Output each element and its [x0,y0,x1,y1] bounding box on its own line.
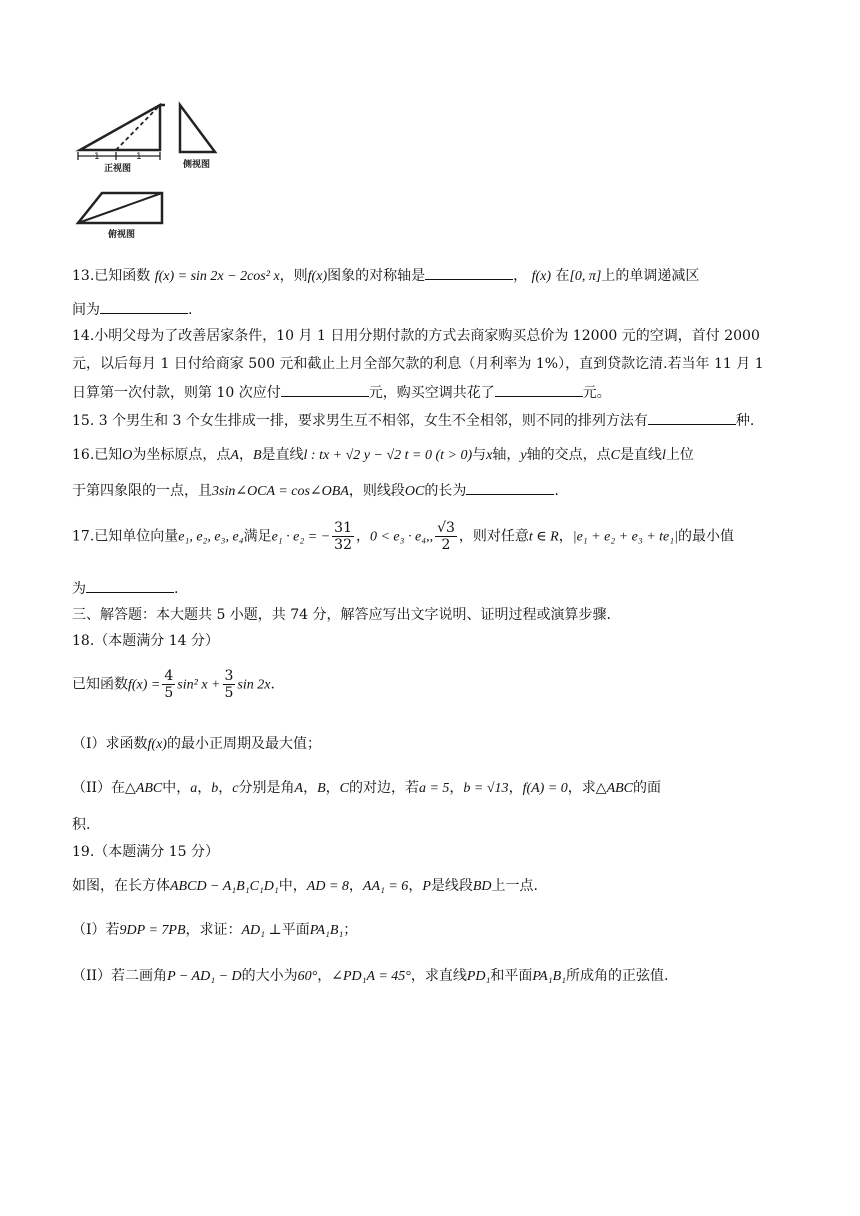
q13-text: 间为 [72,302,100,318]
q19-part2 [72,966,668,987]
q18-fraction-4-5 [162,668,175,701]
q19-text: 的大小为 [241,968,298,984]
q16-text: 与 [472,447,487,463]
q16-line-equation: l : tx + √2 y − √2 t = 0 (t > 0) [303,448,473,463]
q13-formula: f(x) = sin 2x − 2cos² x [154,269,280,284]
q16-text: 轴的交点，点 [526,447,611,463]
q19-text: ， [408,878,423,894]
q17-domain: t ∈ R [528,529,559,545]
q16-text: ，则线段 [348,483,405,499]
q18-formula: f(x) [147,737,167,752]
q13-text: 图象的对称轴是 [327,268,426,284]
q13-formula: f(x) [307,269,328,284]
q19-text: 中， [278,878,307,894]
q18-text: 的面 [633,780,662,796]
q18-stem [72,668,275,702]
q14-text: 元。 [582,385,611,401]
q16-text: 是直线 [261,447,304,463]
q14-answer-blank-1[interactable] [281,382,369,397]
q18-part2-line2: 积. [72,817,91,833]
q18-formula: sin 2x [237,677,271,693]
q13-line2 [72,299,192,320]
q13-text: 在 [555,268,570,284]
q16-text: 上位 [665,447,694,463]
q18-text: 分别是角 [238,780,295,796]
q18-condition: a = 5 [418,781,450,796]
q18-text: 已知函数 [72,676,128,693]
q19-dihedral: P − AD₁ − D [167,969,242,984]
q18-text: ， [303,780,318,796]
q19-formula: AD₁ ⊥ [241,923,282,938]
q19-text: ，求证： [185,922,242,938]
q18-var: b [211,781,219,796]
q18-var: C [339,781,349,796]
q18-text: 中， [162,780,191,796]
q14-text: 元，购买空调共花了 [368,385,495,401]
q17-text: 满足 [243,528,272,545]
q19-part1 [72,920,357,941]
q18-formula: f(x) = [128,677,161,693]
q14-line3 [72,382,611,403]
q17-norm: |e₁ + e₂ + e₃ + te₁| [572,529,678,545]
q16-var: A [230,448,239,463]
q17-text: 17.已知单位向量 [72,528,179,545]
q18-text: （II）在△ [72,780,136,796]
q19-header: 19.（本题满分 15 分） [72,844,219,860]
q19-var: BD [472,879,492,894]
q19-var: P [422,879,431,894]
q17-text: 的最小值 [678,528,734,545]
fraction-denominator: 2 [441,537,451,553]
fraction-numerator: √3 [437,520,455,536]
front-dimension-line [78,152,160,160]
q16-text: . [554,483,559,499]
q19-text: 平面 [281,922,310,938]
fraction-denominator: 5 [224,685,234,701]
q13-interval: [0, π] [569,269,602,284]
fraction-numerator: 31 [334,520,352,536]
q19-text: 是线段 [430,878,473,894]
q18-text: 的最小正周期及最大值； [166,736,321,752]
top-view-label: 俯视图 [108,230,136,240]
q18-var: a [190,781,198,796]
side-view-label: 侧视图 [183,160,211,170]
q18-text: . [270,676,275,693]
dim-left-label: 1 [94,152,100,162]
q17-line1 [72,520,734,554]
q18-condition: f(A) = 0 [522,781,568,796]
q18-header: 18.（本题满分 14 分） [72,633,219,649]
q16-text: 是直线 [619,447,662,463]
fraction-numerator: 3 [224,668,234,684]
q19-plane: PA₁B₁ [309,923,344,938]
q19-text: ， [348,878,363,894]
q18-text: ， [218,780,233,796]
q19-line: PD₁ [466,969,491,984]
q15-text: 15. 3 个男生和 3 个女生排成一排，要求男生互不相邻，女生不全相邻，则不同的排列方法有 [72,413,648,429]
q16-text: 于第四象限的一点，且 [72,483,212,499]
q13-answer-blank-1[interactable] [425,265,513,280]
q19-text: ，求直线 [410,968,467,984]
q18-formula: sin² x + [177,677,221,693]
q14-answer-blank-2[interactable] [495,382,583,397]
q18-text: ， [197,780,212,796]
q16-answer-blank[interactable] [466,480,554,495]
q18-var: ABC [606,781,634,796]
q19-text: ， [317,968,332,984]
q17-text: 为 [72,581,86,597]
q13-text: 上的单调递减区 [601,268,700,284]
q13-formula: f(x) [531,269,551,284]
q19-condition: AA₁ = 6 [362,879,409,894]
q19-text: 如图，在长方体 [72,878,170,894]
q19-stem [72,876,538,897]
q13-text: ，则 [279,268,308,284]
q13-answer-blank-2[interactable] [100,299,188,314]
q17-vectors: e₁, e₂, e₃, e₄ [178,529,244,545]
dim-right-label: 1 [136,152,142,162]
q16-condition: 3sin∠OCA = cos∠OBA [212,484,349,499]
q19-angle: ∠PD₁A = 45° [331,969,411,984]
q18-text: ，求△ [567,780,607,796]
q18-text: ， [508,780,523,796]
q19-text: 上一点. [491,878,538,894]
q19-solid: ABCD − A₁B₁C₁D₁ [170,879,279,894]
side-view [180,105,215,152]
fraction-numerator: 4 [164,668,174,684]
top-view [78,193,162,223]
three-view-figure [70,95,230,245]
q18-fraction-3-5 [223,668,236,701]
q19-condition: AD = 8 [306,879,349,894]
q18-var: ABC [135,781,163,796]
q18-var: c [232,781,239,796]
q17-inequality: 0 < e₃ · e₄,, [369,529,434,545]
q14-line2: 元，以后每月 1 日付给商家 500 元和截止上月全部欠款的利息（月利率为 1%），直到贷款讫清.若当年 11 月 1 [72,356,764,372]
q17-fraction-31-32 [332,520,354,553]
q18-part1 [72,734,321,755]
q16-var: y [520,448,527,463]
q13-text: ， [513,268,528,284]
q19-text: 和平面 [490,968,533,984]
q15-line [72,410,754,431]
q18-condition: b = √13 [463,781,509,796]
q17-answer-blank[interactable] [86,578,174,593]
q16-var: O [122,448,133,463]
q16-var: l [661,448,666,463]
q14-line1: 14.小明父母为了改善居家条件，10 月 1 日用分期付款的方式去商家购买总价为 12000 元的空调，首付 2000 [72,328,760,344]
q16-text: 16.已知 [72,447,123,463]
q18-var: A [294,781,304,796]
q13-text: 13.已知函数 [72,268,151,284]
q17-dot-product: e₁ · e₂ = − [271,529,331,545]
q19-condition: 9DP = 7PB [119,923,186,938]
q16-text: ， [238,447,253,463]
q16-var: OC [404,484,425,499]
q17-line2 [72,578,178,599]
q19-angle: 60° [297,969,318,984]
q19-plane: PA₁B₁ [532,969,566,984]
q16-var: B [252,448,262,463]
q16-line2 [72,480,559,502]
front-view [80,105,165,150]
section-3-heading: 三、解答题：本大题共 5 小题，共 74 分，解答应写出文字说明、证明过程或演算步骤. [72,607,611,623]
q18-text: ， [325,780,340,796]
fraction-denominator: 5 [164,685,174,701]
q19-text: （I）若 [72,922,120,938]
q16-text: 为坐标原点，点 [132,447,231,463]
q18-part2-line1 [72,778,661,799]
q13-text: . [188,302,193,318]
q17-fraction-sqrt3-2 [435,520,457,553]
q15-answer-blank[interactable] [648,410,736,425]
fraction-denominator: 32 [334,537,352,553]
q16-line1 [72,445,694,466]
q17-text: ，则对任意 [458,528,529,545]
q19-text: 所成角的正弦值. [566,968,669,984]
q18-text: 的对边，若 [348,780,419,796]
q16-text: 的长为 [424,483,467,499]
q15-text: 种. [735,413,755,429]
q17-text: . [174,581,179,597]
q18-text: ， [449,780,464,796]
front-view-label: 正视图 [104,164,132,174]
q19-text: ； [343,922,358,938]
q19-text: （II）若二画角 [72,968,168,984]
q18-var: B [317,781,326,796]
q16-text: 轴， [492,447,521,463]
q17-text: ， [558,528,573,545]
q13-line1 [72,265,699,287]
q18-text: （I）求函数 [72,736,148,752]
q16-var: C [610,448,620,463]
q16-var: x [486,448,493,463]
q14-text: 日算第一次付款，则第 10 次应付 [72,385,281,401]
q17-text: ， [355,528,370,545]
